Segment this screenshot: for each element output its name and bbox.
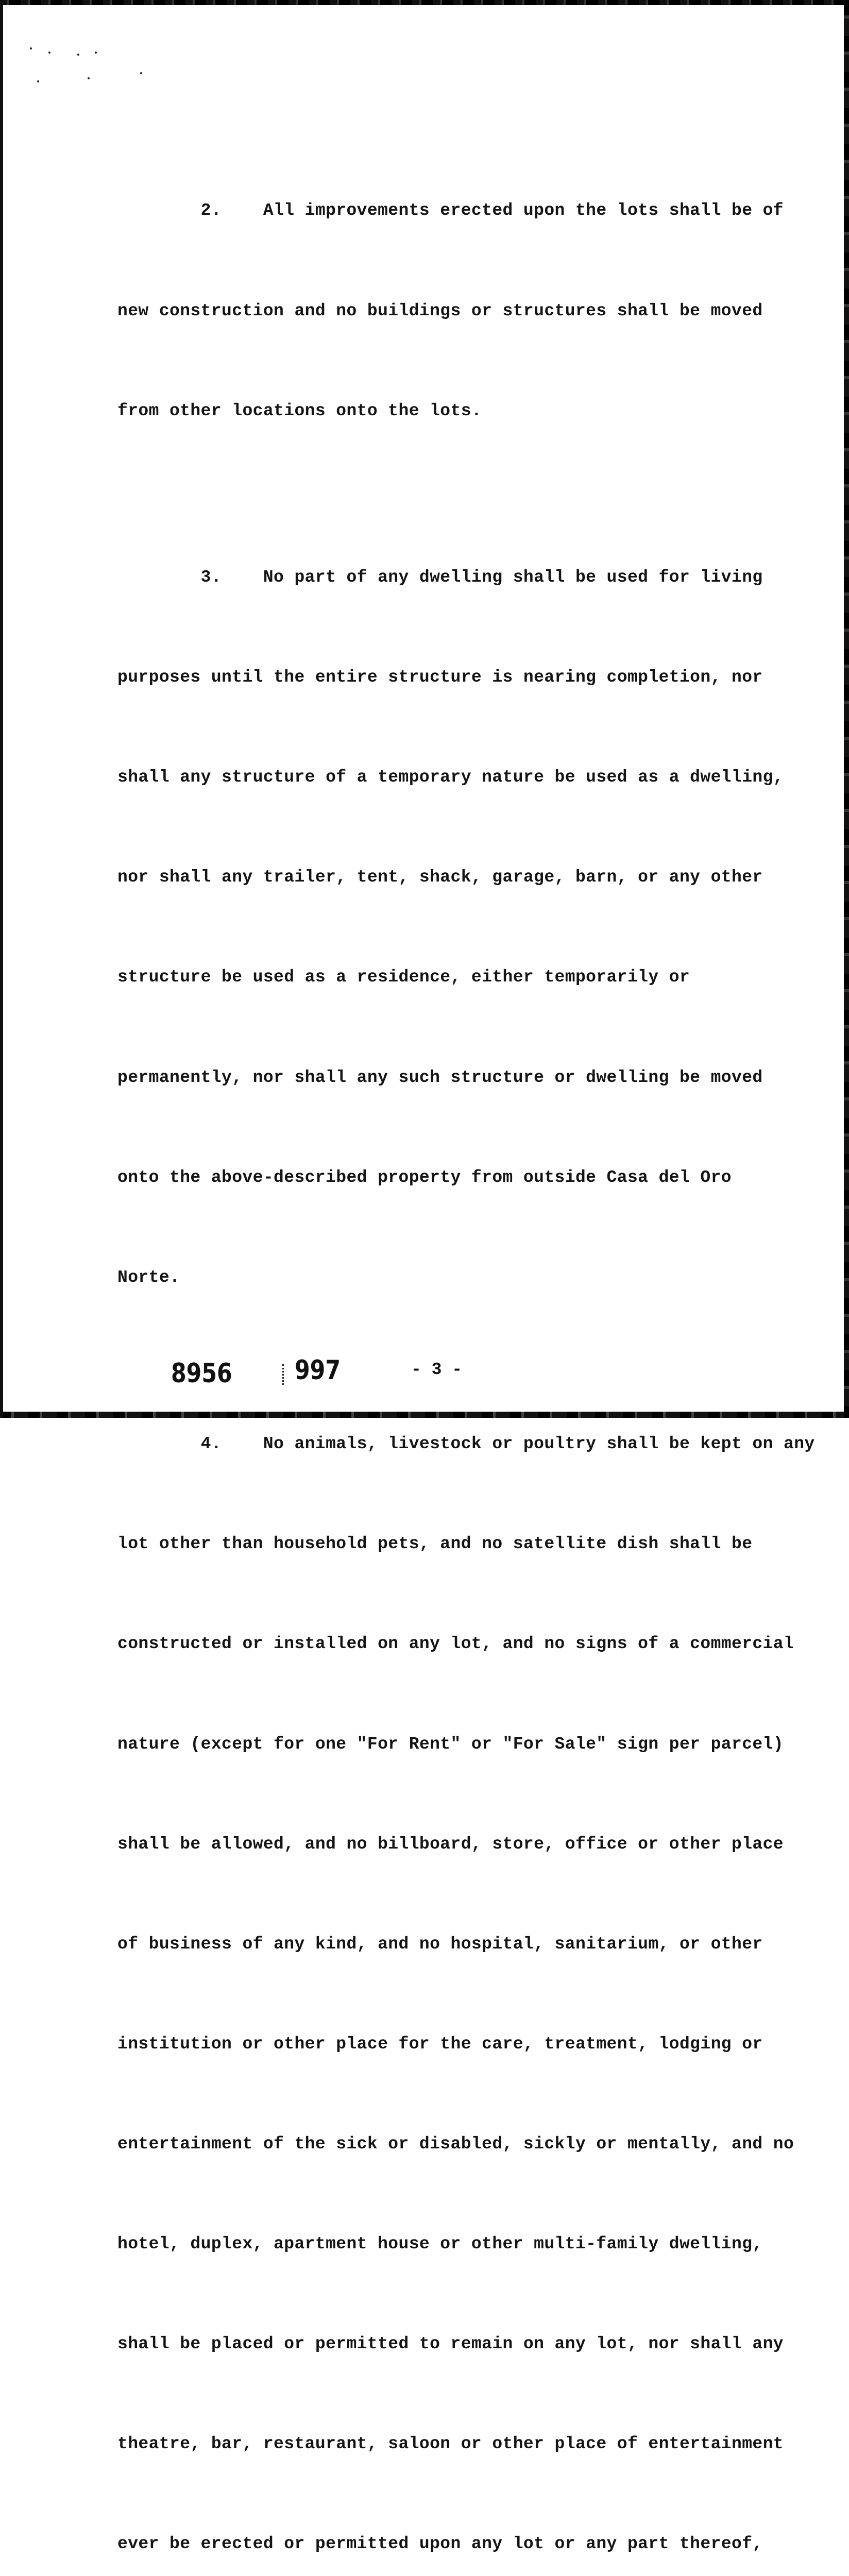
text-line: hotel, duplex, apartment house or other multi-family dwelling, (117, 2234, 763, 2253)
scan-speck (140, 72, 142, 74)
text-line: of business of any kind, and no hospital, sanitarium, or other (117, 1934, 763, 1954)
text-line: permanently, nor shall any such structure or dwelling be moved (117, 1067, 763, 1087)
scan-speck (30, 47, 32, 49)
text-line: purposes until the entire structure is nearing completion, nor (117, 668, 763, 687)
text-line: Norte. (117, 1267, 180, 1287)
text-line: constructed or installed on any lot, and no signs of a commercial (117, 1634, 794, 1654)
scan-speck (37, 80, 39, 82)
scan-edge-top (0, 0, 849, 5)
text-line: theatre, bar, restaurant, saloon or other place of entertainment (117, 2434, 784, 2454)
paragraph-2 (117, 128, 784, 495)
text-line: 2. All improvements erected upon the lots shall be of (117, 201, 784, 221)
text-line: shall be placed or permitted to remain on any lot, nor shall any (117, 2334, 784, 2354)
text-line: shall be allowed, and no billboard, store, office or other place (117, 1834, 784, 1854)
footer-separator-mark (282, 1364, 285, 1385)
scan-edge-right (844, 0, 849, 1418)
text-line: nature (except for one "For Rent" or "For Sale" sign per parcel) (117, 1734, 784, 1754)
scan-speck (48, 52, 50, 54)
text-line: entertainment of the sick or disabled, sickly or mentally, and no (117, 2134, 794, 2154)
document-body (117, 128, 815, 2576)
book-number: 8956 (171, 1358, 232, 1389)
text-line: from other locations onto the lots. (117, 401, 482, 420)
text-line: institution or other place for the care, treatment, lodging or (117, 2034, 763, 2054)
page-number: 997 (295, 1355, 341, 1386)
paragraph-4 (117, 1361, 815, 2576)
scan-speck (95, 52, 97, 54)
scan-edge-left (0, 0, 3, 1418)
scan-speck (88, 77, 90, 79)
text-line: ever be erected or permitted upon any lot or any part thereof, (117, 2534, 763, 2554)
text-line: structure be used as a residence, either temporarily or (117, 968, 690, 987)
paragraph-3 (117, 495, 784, 1361)
text-line: lot other than household pets, and no satellite dish shall be (117, 1534, 753, 1554)
text-line: new construction and no buildings or structures shall be moved (117, 301, 763, 320)
scan-speck (77, 54, 79, 56)
sheet-number: - 3 - (411, 1360, 463, 1379)
text-line: 3. No part of any dwelling shall be used for living (117, 568, 763, 587)
text-line: shall any structure of a temporary nature be used as a dwelling, (117, 768, 784, 787)
text-line: onto the above-described property from outside Casa del Oro (117, 1167, 732, 1187)
text-line: nor shall any trailer, tent, shack, garage, barn, or any other (117, 868, 763, 887)
text-line: 4. No animals, livestock or poultry shall be kept on any (117, 1434, 815, 1454)
